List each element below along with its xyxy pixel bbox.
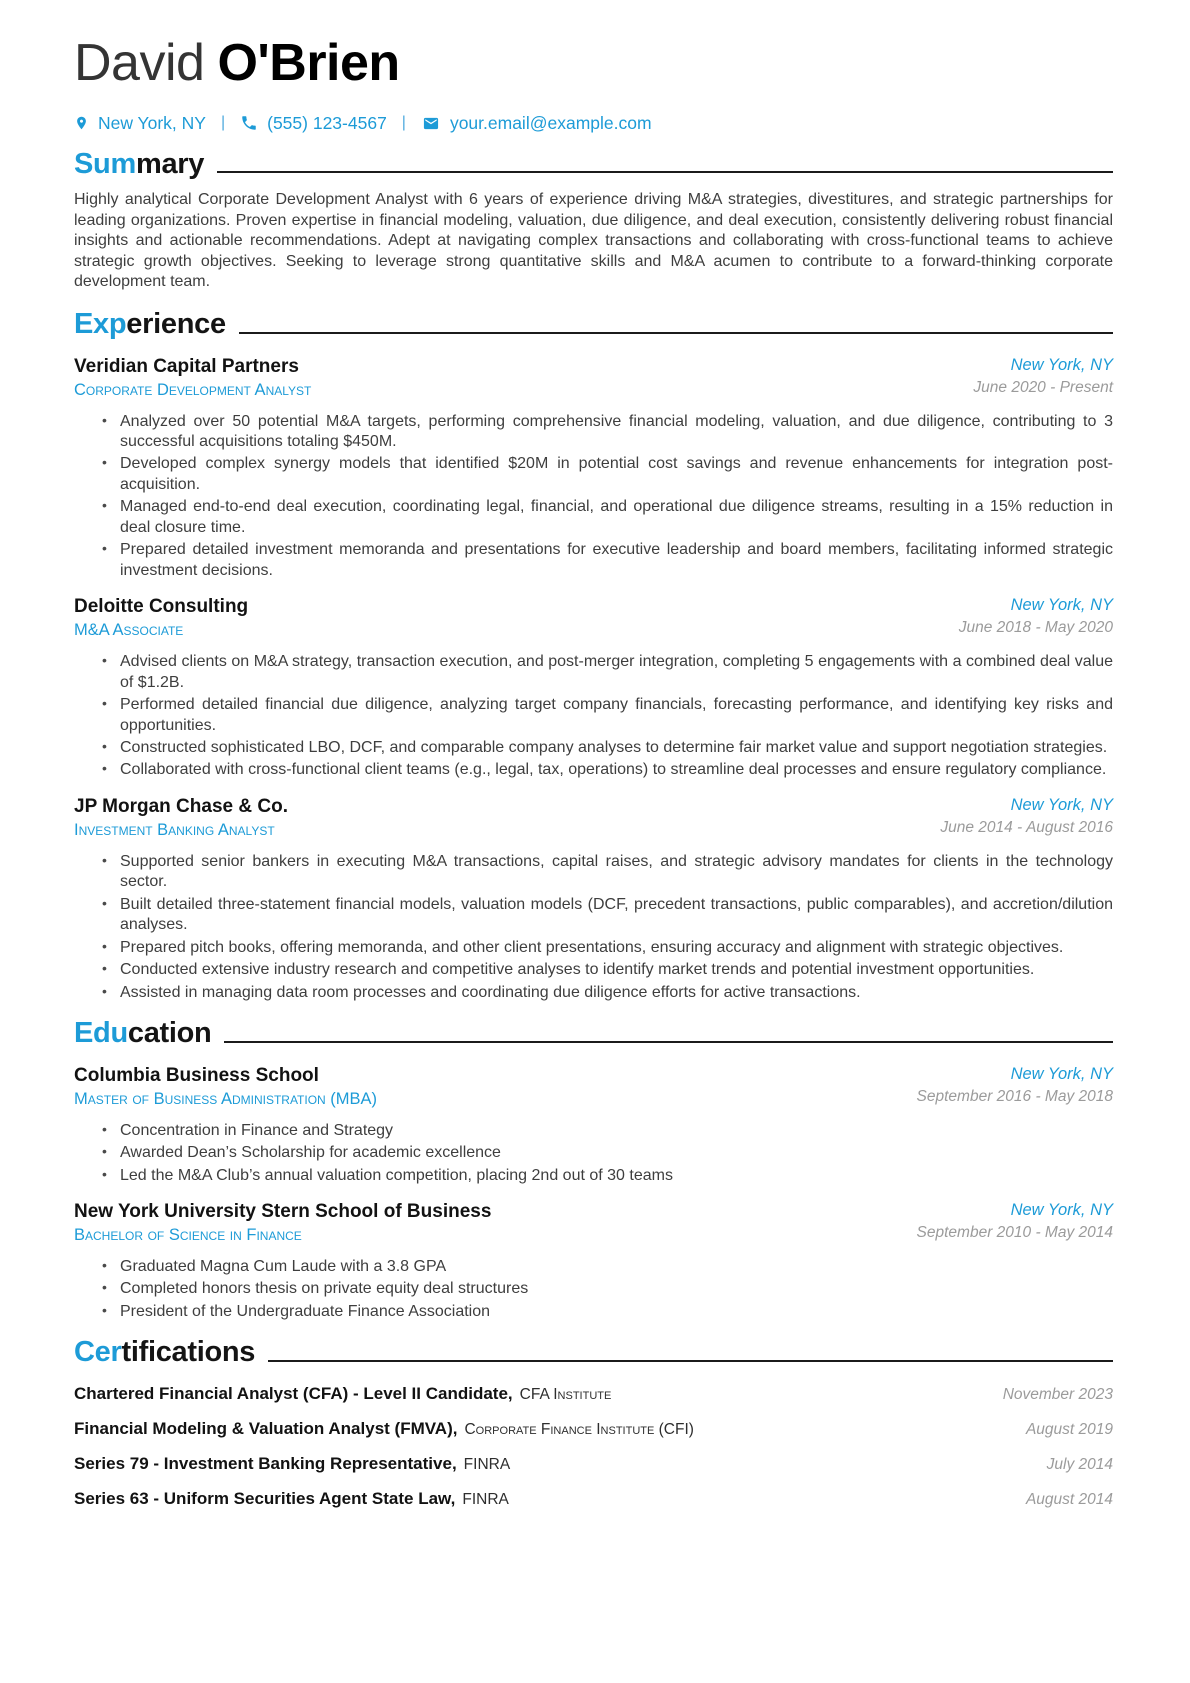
section-title — [74, 309, 226, 341]
job-dates: June 2020 - Present — [973, 378, 1113, 396]
bullet-item: • Advised clients on M&A strategy, transaction execution, and post-merger integration, completing 5 engagements with a combined deal value of $1.2B. — [101, 652, 1113, 693]
entry-left — [74, 596, 248, 640]
contact-email: your.email@example.com — [449, 112, 652, 133]
job-title: M&A Associate — [74, 621, 184, 640]
contact-phone: (555) 123-4567 — [267, 112, 387, 133]
job-location: New York, NY — [1010, 596, 1113, 615]
certification-name: Series 63 - Uniform Securities Agent State Law — [74, 1489, 451, 1509]
school-location: New York, NY — [1010, 1064, 1113, 1083]
section-title — [74, 149, 204, 181]
entry-left — [74, 1065, 377, 1109]
envelope-icon — [421, 115, 441, 132]
certification-name: Chartered Financial Analyst (CFA) - Level II Candidate — [74, 1384, 508, 1404]
bullet-item: • Prepared pitch books, offering memoranda, and other client presentations, ensuring accuracy and alignment with strategic objectives. — [101, 938, 1113, 958]
certification-date: July 2014 — [1046, 1456, 1113, 1474]
section-title — [74, 1337, 255, 1369]
bullet-list — [74, 412, 1113, 582]
location-pin-icon — [74, 113, 89, 133]
heading-rule — [239, 332, 1113, 334]
entry-header — [74, 1201, 1113, 1245]
bullet-item: • Developed complex synergy models that identified $20M in potential cost savings and revenue enhancements for integration post-acquisition. — [101, 454, 1113, 495]
summary-heading — [74, 149, 1113, 181]
section-title-accent: Exp — [74, 307, 127, 340]
certification-date: August 2019 — [1025, 1421, 1113, 1439]
company-name: Deloitte Consulting — [74, 596, 249, 618]
school-dates: September 2016 - May 2018 — [916, 1087, 1113, 1105]
certification-separator: , — [450, 1489, 456, 1509]
entry-left — [74, 1201, 491, 1245]
bullet-item: • Led the M&A Club’s annual valuation competition, placing 2nd out of 30 teams — [101, 1166, 1113, 1186]
school-name: Columbia Business School — [74, 1064, 319, 1086]
bullet-item: • Concentration in Finance and Strategy — [101, 1121, 1113, 1141]
entry-right — [897, 1065, 1113, 1106]
section-title-accent: Cer — [74, 1336, 122, 1369]
section-title-accent: Sum — [74, 147, 136, 180]
certification-separator: , — [507, 1384, 513, 1404]
contact-phone-item — [240, 113, 387, 134]
entry-left — [74, 796, 288, 840]
job-location: New York, NY — [1010, 355, 1113, 374]
section-title-rest: mary — [135, 147, 205, 180]
bullet-item: • Managed end-to-end deal execution, coordinating legal, financial, and operational due diligence streams, resulting in a 15% reduction in deal closure time. — [101, 497, 1113, 538]
entry-header — [74, 796, 1113, 840]
school-dates: September 2010 - May 2014 — [916, 1224, 1113, 1242]
job-title: Investment Banking Analyst — [74, 820, 275, 839]
bullet-item: • Conducted extensive industry research and competitive analyses to identify market trends and potential investment opportunities. — [101, 960, 1113, 980]
entry-left — [74, 356, 311, 400]
bullet-item: • Prepared detailed investment memoranda and presentations for executive leadership and board members, facilitating informed strategic investment decisions. — [101, 540, 1113, 581]
first-name: David — [74, 34, 205, 92]
entry-right — [953, 356, 1113, 397]
last-name: O'Brien — [217, 34, 400, 92]
bullet-item: • Graduated Magna Cum Laude with a 3.8 GPA — [101, 1257, 1113, 1277]
bullet-item: • Completed honors thesis on private equity deal structures — [101, 1279, 1113, 1299]
company-name: JP Morgan Chase & Co. — [74, 795, 288, 817]
bullet-item: • Awarded Dean’s Scholarship for academic excellence — [101, 1143, 1113, 1163]
section-title-rest: tifications — [121, 1336, 256, 1369]
certification-info — [74, 1384, 611, 1404]
certification-row — [74, 1454, 1113, 1474]
contact-location: New York, NY — [98, 112, 206, 133]
bullet-item: • Assisted in managing data room processes and coordinating due diligence efforts for active transactions. — [101, 983, 1113, 1003]
entry-header — [74, 356, 1113, 400]
summary-section — [74, 149, 1113, 293]
certification-separator: , — [451, 1454, 457, 1474]
entry-right — [897, 1201, 1113, 1242]
experience-entry — [74, 796, 1113, 1003]
section-title-rest: cation — [127, 1017, 212, 1049]
school-name: New York University Stern School of Business — [74, 1201, 492, 1223]
certification-issuer: FINRA — [462, 1491, 509, 1509]
certification-issuer: CFA Institute — [519, 1386, 612, 1404]
entry-header — [74, 596, 1113, 640]
certifications-section — [74, 1337, 1113, 1509]
job-location: New York, NY — [1010, 795, 1113, 814]
certification-info — [74, 1454, 510, 1474]
entry-right — [939, 596, 1113, 637]
contact-location-item — [74, 113, 206, 134]
job-dates: June 2014 - August 2016 — [940, 818, 1113, 836]
certification-name: Financial Modeling & Valuation Analyst (FMVA) — [74, 1419, 453, 1439]
bullet-item: • Built detailed three-statement financial models, valuation models (DCF, precedent transactions, public comparables), and accretion/dilution analyses. — [101, 895, 1113, 936]
bullet-item: • Supported senior bankers in executing M&A transactions, capital raises, and strategic advisory mandates for clients in the technology sector. — [101, 852, 1113, 893]
education-entry — [74, 1201, 1113, 1322]
education-heading — [74, 1018, 1113, 1050]
bullet-item: • Constructed sophisticated LBO, DCF, and comparable company analyses to determine fair market value and support negotiation strategies. — [101, 738, 1113, 758]
school-location: New York, NY — [1010, 1201, 1113, 1220]
education-entry — [74, 1065, 1113, 1186]
certification-issuer: Corporate Finance Institute (CFI) — [464, 1421, 694, 1439]
section-title — [74, 1018, 211, 1050]
certification-row — [74, 1489, 1113, 1509]
certification-name: Series 79 - Investment Banking Representative — [74, 1454, 452, 1474]
company-name: Veridian Capital Partners — [74, 355, 299, 377]
bullet-list — [74, 1257, 1113, 1322]
contact-row — [74, 113, 1113, 134]
bullet-item: • Performed detailed financial due diligence, analyzing target company financials, forecasting performance, and identifying key risks and opportunities. — [101, 695, 1113, 736]
summary-text: Highly analytical Corporate Development Analyst with 6 years of experience driving M&A strategies, divestitures, and strategic partnerships for leading organizations. Proven expertise in financial modeling, valuation, due diligence, and deal execution, consistently delivering robust financial insights and actionable recommendations. Adept at navigating complex transactions and collaborating with cross-functional teams to achieve strategic growth objectives. Seeking to leverage strong quantitative skills and M&A acumen to contribute to a forward-thinking corporate development team. — [74, 191, 1113, 291]
candidate-name — [74, 36, 1113, 91]
bullet-list — [74, 1121, 1113, 1186]
certification-issuer: FINRA — [463, 1456, 511, 1474]
certification-date: November 2023 — [1002, 1386, 1113, 1404]
entry-header — [74, 1065, 1113, 1109]
phone-icon — [240, 114, 258, 132]
heading-rule — [268, 1360, 1113, 1362]
contact-separator: | — [220, 114, 226, 132]
job-title: Corporate Development Analyst — [74, 380, 312, 399]
certifications-heading — [74, 1337, 1113, 1369]
certification-info — [74, 1419, 694, 1439]
bullet-list — [74, 852, 1113, 1003]
section-title-accent: Edu — [74, 1017, 128, 1049]
certification-row — [74, 1384, 1113, 1404]
contact-email-item — [421, 113, 652, 134]
certification-info — [74, 1489, 509, 1509]
experience-entry — [74, 596, 1113, 781]
experience-heading — [74, 309, 1113, 341]
section-title-rest: erience — [126, 307, 226, 340]
heading-rule — [217, 171, 1113, 173]
experience-section — [74, 309, 1113, 1003]
bullet-list — [74, 652, 1113, 781]
degree: Bachelor of Science in Finance — [74, 1225, 302, 1244]
job-dates: June 2018 - May 2020 — [958, 619, 1113, 637]
certification-row — [74, 1419, 1113, 1439]
bullet-item: • President of the Undergraduate Finance Association — [101, 1302, 1113, 1322]
degree: Master of Business Administration (MBA) — [74, 1089, 378, 1108]
bullet-item: • Collaborated with cross-functional client teams (e.g., legal, tax, operations) to streamline deal processes and ensure regulatory compliance. — [101, 760, 1113, 780]
contact-separator: | — [401, 114, 406, 132]
certification-separator: , — [452, 1419, 458, 1439]
entry-right — [920, 796, 1113, 837]
certification-date: August 2014 — [1025, 1491, 1113, 1509]
education-section — [74, 1018, 1113, 1322]
heading-rule — [224, 1041, 1113, 1043]
experience-entry — [74, 356, 1113, 582]
bullet-item: • Analyzed over 50 potential M&A targets, performing comprehensive financial modeling, valuation, and due diligence, contributing to 3 successful acquisitions totaling $450M. — [101, 412, 1113, 453]
